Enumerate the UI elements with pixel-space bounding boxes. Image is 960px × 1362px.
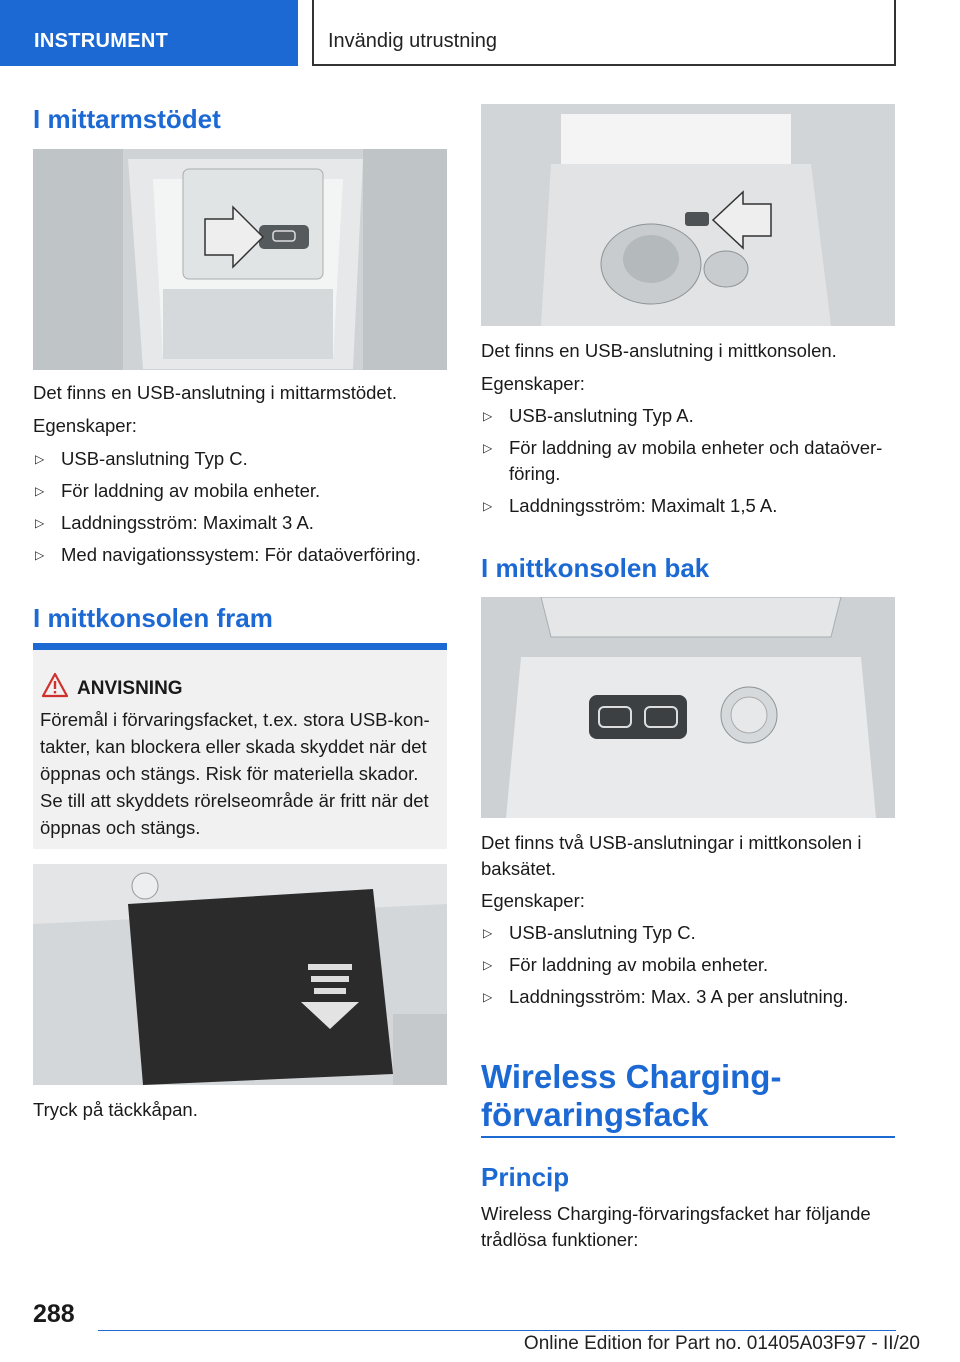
rear-props-list [481,920,895,1016]
console-usb-image [481,104,895,326]
warning-triangle-icon [41,672,69,698]
triangle-bullet-icon: ▷ [483,499,493,513]
triangle-bullet-icon: ▷ [483,990,493,1004]
cover-image [33,864,447,1085]
triangle-bullet-icon: ▷ [35,452,45,466]
notice-title: ANVISNING [77,678,183,699]
armrest-usb-image [33,149,447,370]
list-item: ▷ Laddningsström: Max. 3 A per anslutning. [481,984,895,1010]
list-item: ▷ USB-anslutning Typ C. [33,446,447,472]
list-item: ▷ USB-anslutning Typ C. [481,920,895,946]
heading-principle: Princip [481,1162,570,1192]
triangle-bullet-icon: ▷ [483,958,493,972]
cover-caption: Tryck på täckkåpan. [33,1099,198,1120]
chapter-label: Invändig utrustning [328,30,498,52]
heading-front-console: I mittkonsolen fram [33,603,273,633]
section-label: INSTRUMENT [34,30,169,52]
section-tab [0,0,298,66]
rear-props-label: Egenskaper: [481,890,585,911]
console-props-label: Egenskaper: [481,373,585,394]
rear-usb-image [481,597,895,818]
list-item: ▷ För laddning av mobila enheter. [33,478,447,504]
console-intro: Det finns en USB-anslutning i mittkonsolen. [481,340,837,361]
heading-armrest: I mittarmstödet [33,104,221,134]
triangle-bullet-icon: ▷ [483,409,493,423]
triangle-bullet-icon: ▷ [35,516,45,530]
rear-intro: Det finns två USB-anslutningar i mittkonsolen i baksätet. [481,832,862,879]
section-rule [481,1136,895,1138]
page-header [0,0,960,66]
list-item: ▷ USB-anslutning Typ A. [481,403,895,429]
list-item: ▷ För laddning av mobila enheter och dataöver-föring. [483,437,883,484]
list-item: ▷ Med navigationssystem: För dataöverföring. [33,542,447,568]
armrest-props-list [33,446,447,574]
notice-text: Föremål i förvaringsfacket, t.ex. stora USB-kon-takter, kan blockera eller skada skyddet när det öppnas och stängs. Risk för materiella skador. Se till att skyddets rörelseområde är fritt när det öppnas och stängs. [40,709,430,838]
wireless-text: Wireless Charging-förvaringsfacket har följande trådlösa funktioner: [481,1203,871,1250]
chapter-box [312,0,896,66]
list-item: ▷ Laddningsström: Maximalt 1,5 A. [481,493,895,519]
heading-rear-console: I mittkonsolen bak [481,553,710,583]
triangle-bullet-icon: ▷ [483,926,493,940]
list-item: ▷ Laddningsström: Maximalt 3 A. [33,510,447,536]
page-number: 288 [33,1300,75,1328]
armrest-intro: Det finns en USB-anslutning i mittarmstödet. [33,382,397,403]
armrest-props-label: Egenskaper: [33,415,137,436]
console-props-list [481,403,895,525]
footer-rule [98,1330,896,1331]
triangle-bullet-icon: ▷ [35,484,45,498]
heading-wireless-charging: Wireless Charging- förvaringsfack [481,1058,782,1133]
triangle-bullet-icon: ▷ [483,441,493,455]
triangle-bullet-icon: ▷ [35,548,45,562]
list-item: ▷ För laddning av mobila enheter. [481,952,895,978]
notice-box [33,643,447,849]
edition-label: Online Edition for Part no. 01405A03F97 - II/20 [523,1333,920,1354]
